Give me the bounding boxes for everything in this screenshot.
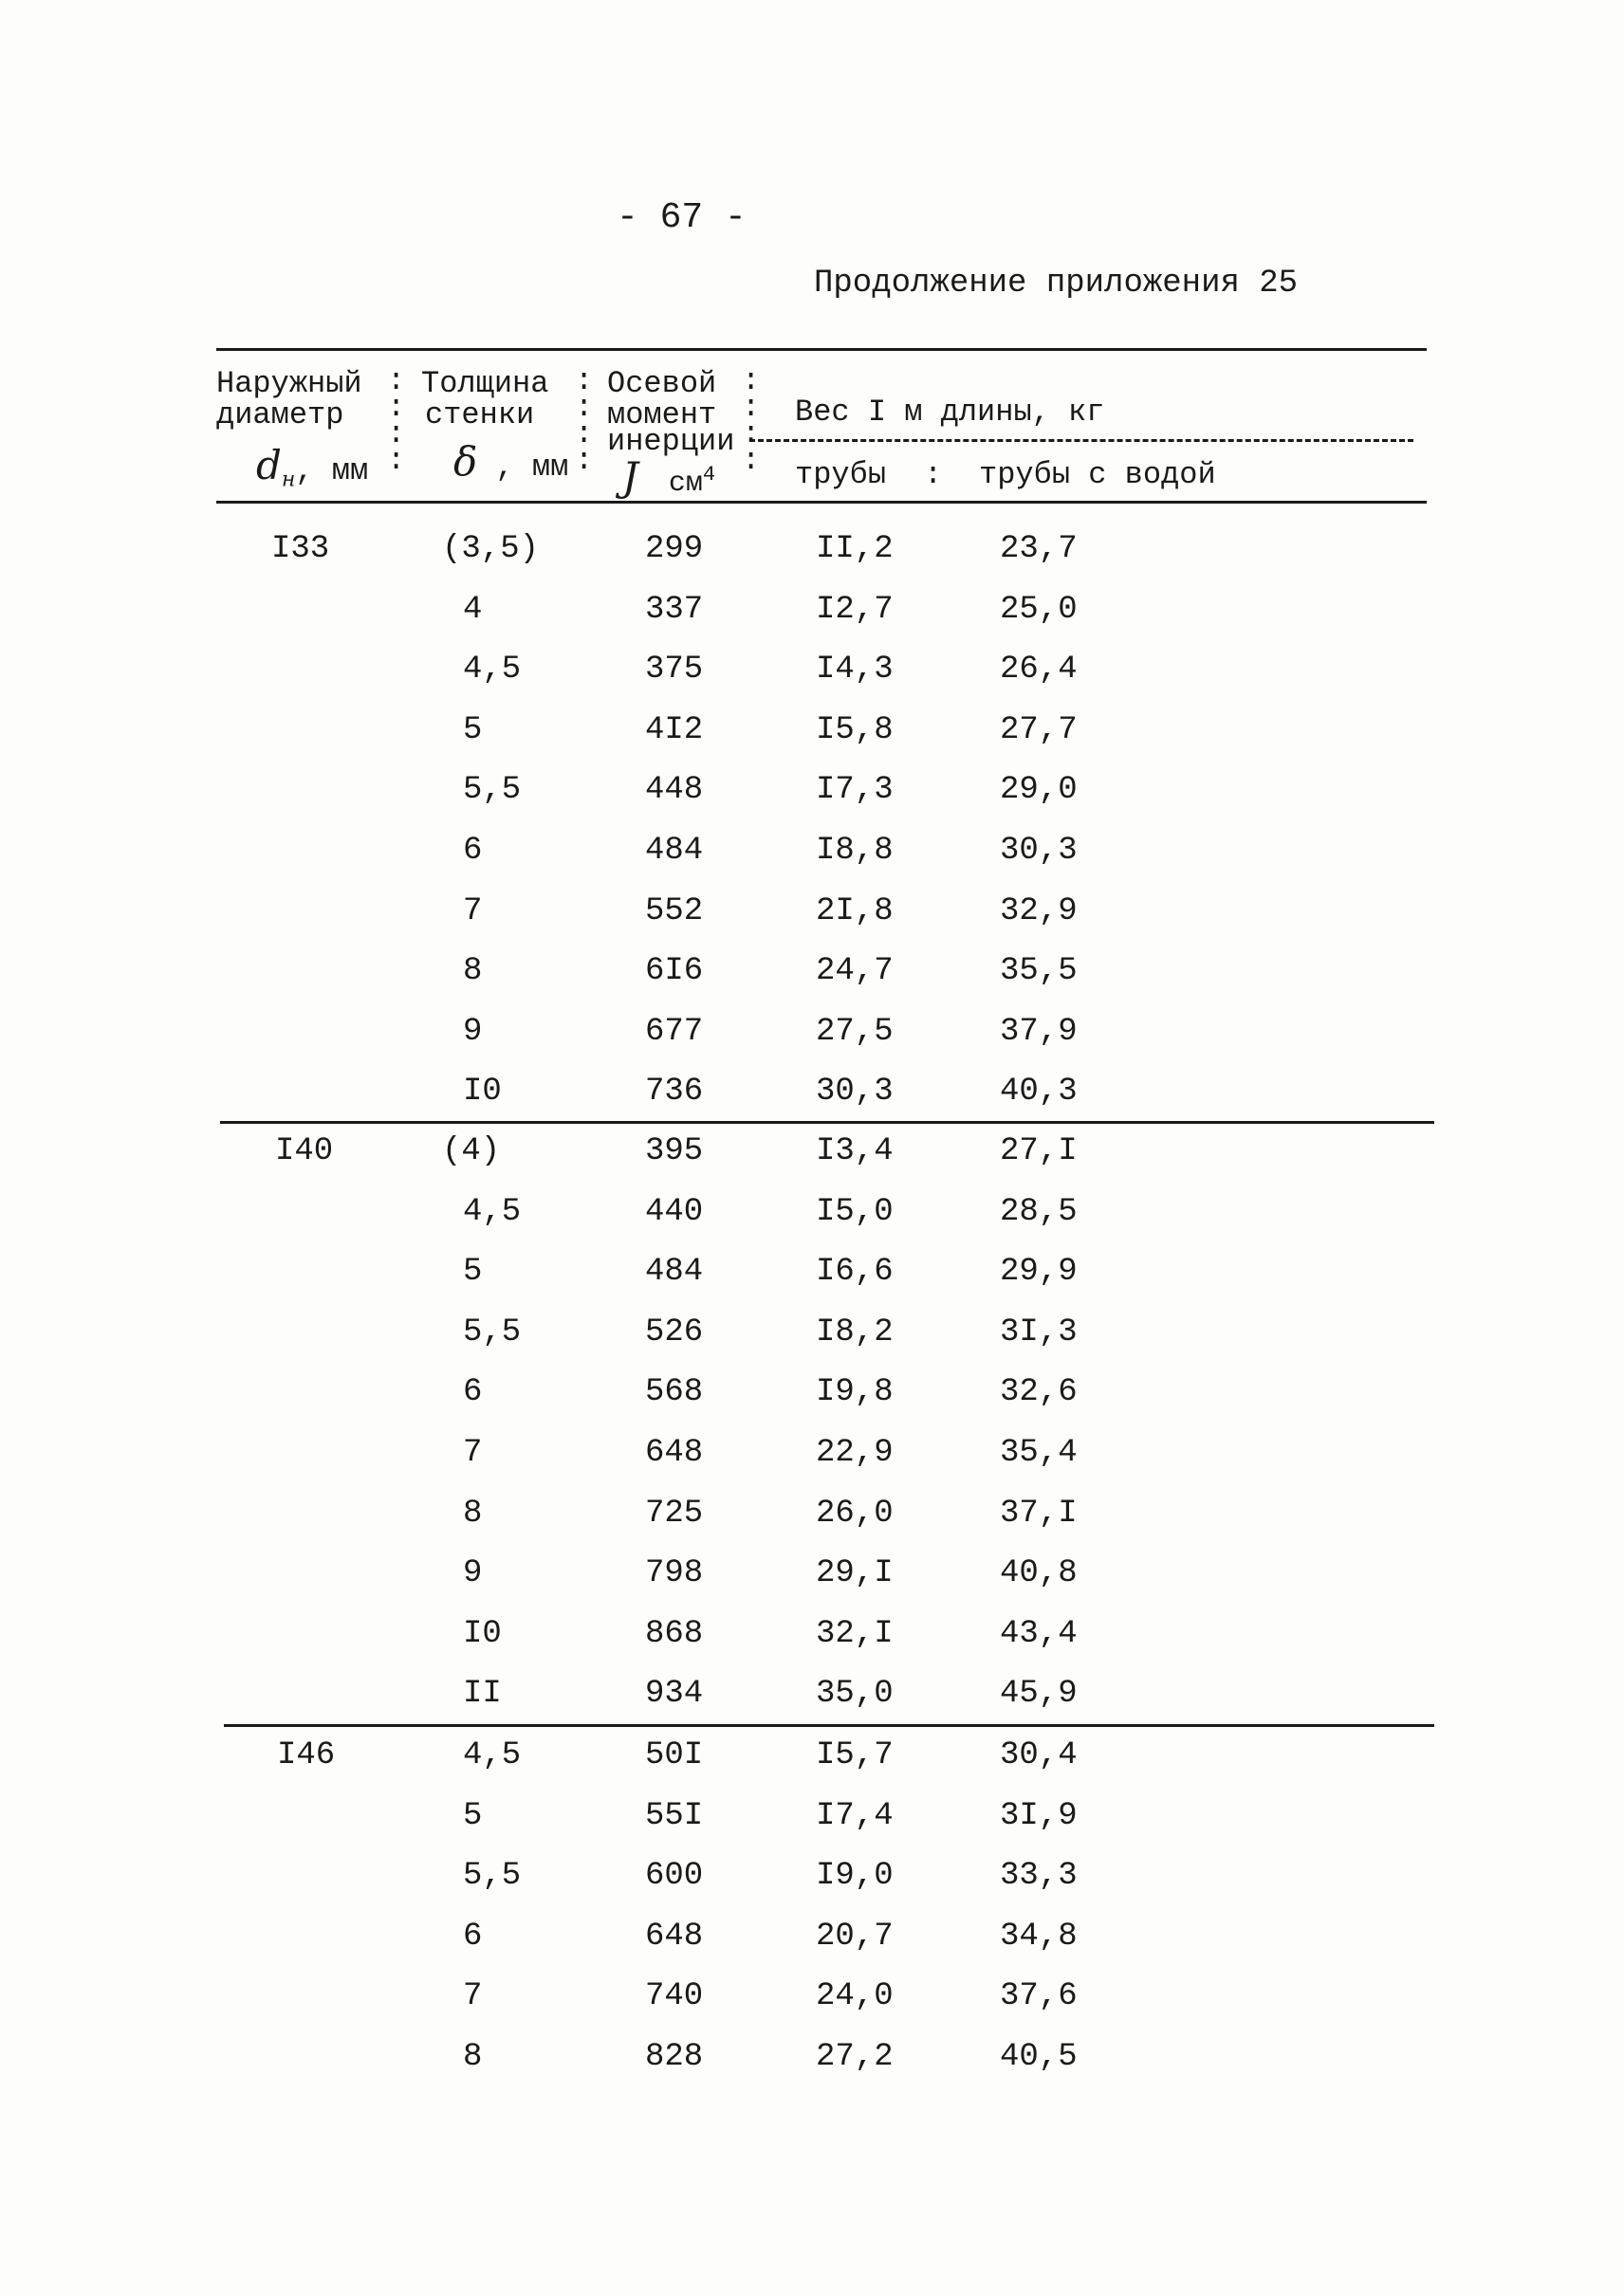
moment-cell: 395 xyxy=(645,1133,704,1169)
pipe-water-weight-cell: 25,0 xyxy=(1000,591,1078,628)
pipe-water-weight-cell: 45,9 xyxy=(1000,1676,1078,1713)
header-moment: Осевой момент инерции xyxy=(607,366,735,459)
pipe-water-weight-cell: 27,7 xyxy=(1000,711,1078,748)
pipe-water-weight-cell: 40,5 xyxy=(1000,2039,1078,2075)
moment-cell: 440 xyxy=(645,1193,704,1230)
pipe-weight-cell: I5,0 xyxy=(816,1193,894,1230)
pipe-water-weight-cell: 35,4 xyxy=(1000,1435,1078,1471)
wall-thickness-cell: 5,5 xyxy=(463,1858,522,1895)
pipe-weight-cell: I9,8 xyxy=(816,1374,894,1411)
pipe-water-weight-cell: 37,9 xyxy=(1000,1013,1078,1050)
moment-cell: 484 xyxy=(645,1254,704,1291)
header-wall-thickness-symbol: δ , мм xyxy=(453,438,569,485)
moment-cell: 600 xyxy=(645,1858,704,1895)
pipe-weight-cell: I8,8 xyxy=(816,833,894,869)
header-weight-sep: : xyxy=(924,457,943,492)
wall-thickness-cell: 8 xyxy=(463,1495,483,1532)
pipe-weight-cell: I4,3 xyxy=(816,652,894,689)
group-diameter: I40 xyxy=(275,1133,334,1169)
wall-thickness-cell: 4,5 xyxy=(463,1193,522,1230)
header-outer-diameter-symbol: $d_н$, мм xyxy=(256,442,369,492)
header-weight-pipe: трубы xyxy=(795,457,887,492)
wall-thickness-cell: (4) xyxy=(442,1133,501,1169)
wall-thickness-cell: I0 xyxy=(463,1615,502,1652)
moment-cell: 4I2 xyxy=(645,711,704,748)
header-bottom-rule xyxy=(216,501,1427,504)
moment-cell: 798 xyxy=(645,1555,704,1592)
pipe-water-weight-cell: 29,9 xyxy=(1000,1254,1078,1291)
pipe-water-weight-cell: 29,0 xyxy=(1000,772,1078,809)
pipe-water-weight-cell: 30,4 xyxy=(1000,1737,1078,1773)
header-column-separator: : : : : xyxy=(387,363,406,478)
pipe-weight-cell: 2I,8 xyxy=(816,892,894,929)
wall-thickness-cell: I0 xyxy=(463,1074,502,1111)
pipe-water-weight-cell: 3I,9 xyxy=(1000,1797,1078,1834)
pipe-weight-cell: 30,3 xyxy=(816,1074,894,1111)
wall-thickness-cell: 5,5 xyxy=(463,772,522,809)
pipe-weight-cell: 26,0 xyxy=(816,1495,894,1532)
header-weight-title: Вес I м длины, кг xyxy=(795,395,1105,430)
pipe-water-weight-cell: 35,5 xyxy=(1000,953,1078,990)
wall-thickness-cell: 4 xyxy=(463,591,483,628)
moment-cell: 526 xyxy=(645,1313,704,1350)
wall-thickness-cell: 4,5 xyxy=(463,1737,522,1773)
wall-thickness-cell: 7 xyxy=(463,1435,483,1471)
moment-cell: 648 xyxy=(645,1435,704,1471)
pipe-weight-cell: 24,0 xyxy=(816,1978,894,2015)
moment-cell: 55I xyxy=(645,1797,704,1834)
wall-thickness-cell: 8 xyxy=(463,2039,483,2075)
wall-thickness-cell: 4,5 xyxy=(463,652,522,689)
pipe-weight-cell: I6,6 xyxy=(816,1254,894,1291)
wall-thickness-cell: 5 xyxy=(463,1797,483,1834)
pipe-water-weight-cell: 27,I xyxy=(1000,1133,1078,1169)
page-number: - 67 - xyxy=(617,197,747,238)
pipe-weight-cell: I7,4 xyxy=(816,1797,894,1834)
pipe-weight-cell: II,2 xyxy=(816,531,894,567)
moment-cell: 337 xyxy=(645,591,704,628)
continuation-title: Продолжение приложения 25 xyxy=(814,266,1299,302)
group-separator-rule xyxy=(224,1724,1434,1727)
pipe-weight-cell: 32,I xyxy=(816,1615,894,1652)
moment-cell: 50I xyxy=(645,1737,704,1773)
moment-cell: 6I6 xyxy=(645,953,704,990)
wall-thickness-cell: 8 xyxy=(463,953,483,990)
pipe-water-weight-cell: 32,6 xyxy=(1000,1374,1078,1411)
wall-thickness-cell: 9 xyxy=(463,1555,483,1592)
moment-cell: 375 xyxy=(645,652,704,689)
wall-thickness-cell: 5,5 xyxy=(463,1313,522,1350)
moment-cell: 552 xyxy=(645,892,704,929)
wall-thickness-cell: 6 xyxy=(463,833,483,869)
group-separator-rule xyxy=(220,1121,1434,1124)
pipe-weight-cell: I8,2 xyxy=(816,1313,894,1350)
pipe-water-weight-cell: 3I,3 xyxy=(1000,1313,1078,1350)
header-column-separator: : : : : xyxy=(575,363,594,478)
pipe-weight-cell: I3,4 xyxy=(816,1133,894,1169)
pipe-weight-cell: 20,7 xyxy=(816,1918,894,1955)
moment-cell: 648 xyxy=(645,1918,704,1955)
pipe-water-weight-cell: 32,9 xyxy=(1000,892,1078,929)
wall-thickness-cell: 6 xyxy=(463,1918,483,1955)
table-top-rule xyxy=(216,348,1427,351)
header-weight-divider xyxy=(749,439,1413,442)
pipe-water-weight-cell: 40,8 xyxy=(1000,1555,1078,1592)
moment-cell: 677 xyxy=(645,1013,704,1050)
moment-cell: 725 xyxy=(645,1495,704,1532)
moment-cell: 484 xyxy=(645,833,704,869)
wall-thickness-cell: 5 xyxy=(463,1254,483,1291)
pipe-water-weight-cell: 37,6 xyxy=(1000,1978,1078,2015)
moment-cell: 934 xyxy=(645,1676,704,1713)
pipe-weight-cell: I2,7 xyxy=(816,591,894,628)
moment-cell: 868 xyxy=(645,1615,704,1652)
group-diameter: I46 xyxy=(277,1737,336,1773)
pipe-water-weight-cell: 28,5 xyxy=(1000,1193,1078,1230)
moment-cell: 568 xyxy=(645,1374,704,1411)
moment-cell: 828 xyxy=(645,2039,704,2075)
pipe-water-weight-cell: 43,4 xyxy=(1000,1615,1078,1652)
wall-thickness-cell: (3,5) xyxy=(442,531,540,567)
moment-cell: 448 xyxy=(645,772,704,809)
wall-thickness-cell: 6 xyxy=(463,1374,483,1411)
wall-thickness-cell: 5 xyxy=(463,711,483,748)
wall-thickness-cell: 7 xyxy=(463,892,483,929)
pipe-water-weight-cell: 33,3 xyxy=(1000,1858,1078,1895)
moment-cell: 736 xyxy=(645,1074,704,1111)
pipe-weight-cell: 35,0 xyxy=(816,1676,894,1713)
pipe-water-weight-cell: 26,4 xyxy=(1000,652,1078,689)
group-diameter: I33 xyxy=(271,531,330,567)
wall-thickness-cell: II xyxy=(463,1676,502,1713)
pipe-weight-cell: 22,9 xyxy=(816,1435,894,1471)
header-weight-pipe-water: трубы с водой xyxy=(979,457,1216,492)
pipe-weight-cell: I9,0 xyxy=(816,1858,894,1895)
pipe-weight-cell: 24,7 xyxy=(816,953,894,990)
header-moment-symbol: J $см^4$ xyxy=(622,453,716,500)
wall-thickness-cell: 9 xyxy=(463,1013,483,1050)
pipe-water-weight-cell: 34,8 xyxy=(1000,1918,1078,1955)
pipe-weight-cell: 27,5 xyxy=(816,1013,894,1050)
pipe-water-weight-cell: 37,I xyxy=(1000,1495,1078,1532)
pipe-weight-cell: 29,I xyxy=(816,1555,894,1592)
moment-cell: 299 xyxy=(645,531,704,567)
pipe-weight-cell: I5,7 xyxy=(816,1737,894,1773)
pipe-weight-cell: I5,8 xyxy=(816,711,894,748)
pipe-water-weight-cell: 40,3 xyxy=(1000,1074,1078,1111)
moment-cell: 740 xyxy=(645,1978,704,2015)
pipe-weight-cell: 27,2 xyxy=(816,2039,894,2075)
header-wall-thickness: Толщина стенки xyxy=(421,366,549,432)
header-column-separator: : : : : xyxy=(742,363,761,478)
header-outer-diameter: Наружный диаметр xyxy=(216,366,362,432)
pipe-weight-cell: I7,3 xyxy=(816,772,894,809)
pipe-water-weight-cell: 30,3 xyxy=(1000,833,1078,869)
pipe-water-weight-cell: 23,7 xyxy=(1000,531,1078,567)
wall-thickness-cell: 7 xyxy=(463,1978,483,2015)
